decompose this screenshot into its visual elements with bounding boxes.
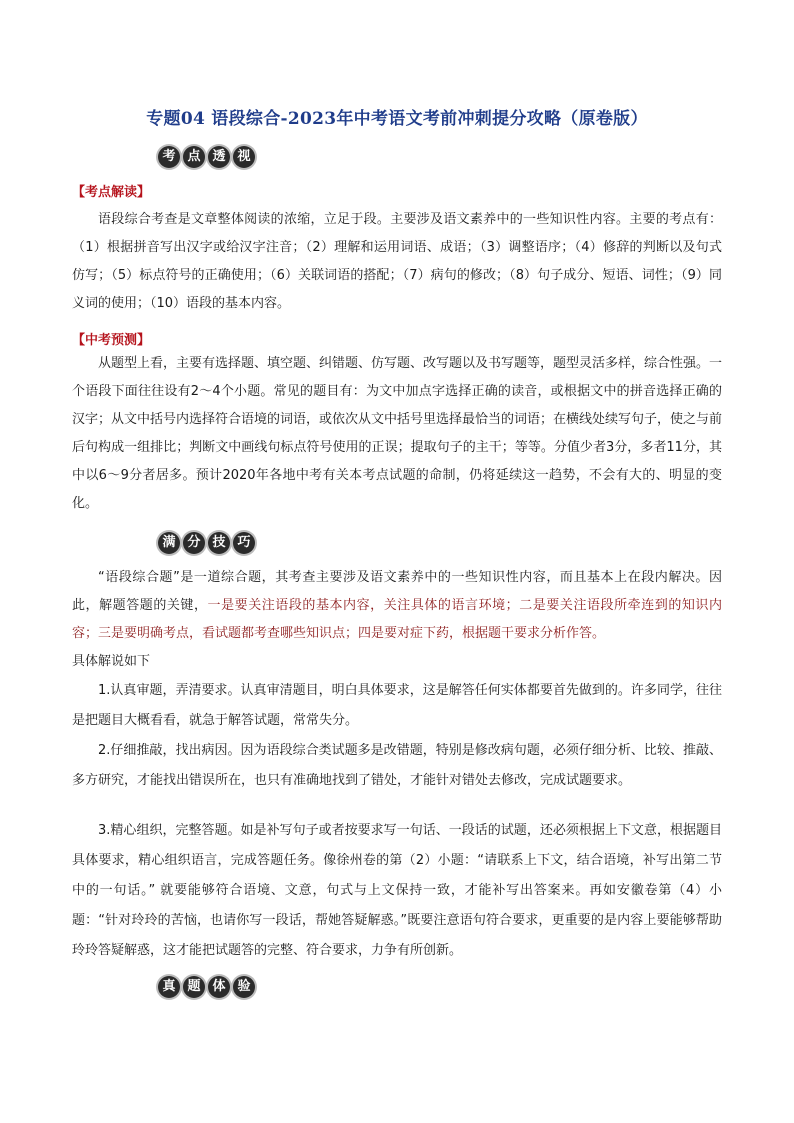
badge-char: 透: [208, 146, 230, 168]
tip-2-paragraph: 2.仔细推敲，找出病因。因为语段综合类试题多是改错题，特别是修改病句题，必须仔细分析、比较、推敲、多方研究，才能找出错误所在，也只有准确地找到了错处，才能针对错处去修改，完成试题要求。: [72, 743, 722, 788]
kaodian-jiedu-paragraph: 语段综合考查是文章整体阅读的浓缩，立足于段。主要涉及语文素养中的一些知识性内容。主要的考点有：（1）根据拼音写出汉字或给汉字注音；（2）理解和运用词语、成语；（3）调整语序；（4）修辞的判断以及句式仿写；（5）标点符号的正确使用；（6）关联词语的搭配；（7）病句的修改；（8）句子成分、短语、词性；（9）同义词的使用；（10）语段的基本内容。: [72, 212, 722, 311]
badge-manfen-jiqiao: [158, 532, 255, 554]
badge-zhenti-tiyan: [158, 976, 255, 998]
badge-char: 考: [158, 146, 180, 168]
section-label-kaodian-jiedu: 【考点解读】: [72, 185, 151, 200]
intro-tail: 具体解说如下: [72, 654, 151, 669]
badge-char: 满: [158, 532, 180, 554]
intro-text: “语段综合题”是一道综合题，其考查主要涉及语文素养中的一些知识性内容，而且基本上在段内解决。因此，解题答题的关键，: [72, 570, 722, 613]
manfen-jiqiao-intro: [72, 564, 722, 648]
badge-char: 题: [183, 976, 205, 998]
badge-char: 体: [208, 976, 230, 998]
zhongkao-yuce-paragraph: 从题型上看，主要有选择题、填空题、纠错题、仿写题、改写题以及书写题等，题型灵活多样，综合性强。一个语段下面往往设有2～4个小题。常见的题目有：为文中加点字选择正确的读音，或根据文中的拼音选择正确的汉字；从文中括号内选择符合语境的词语，或依次从文中括号里选择最恰当的词语；在横线处续写句子，使之与前后句构成一组排比；判断文中画线句标点符号使用的正误；提取句子的主干；等等。分值少者3分，多者11分，其中以6～9分者居多。预计2020年各地中考有关本考点试题的命制，仍将延续这一趋势，不会有大的、明显的变化。: [72, 356, 723, 511]
badge-kaodian-toushi: [158, 146, 255, 168]
tip-1-paragraph: 1.认真审题，弄清要求。认真审清题目，明白具体要求，这是解答任何实体都要首先做到的。许多同学，往往是把题目大概看看，就急于解答试题，常常失分。: [72, 683, 722, 728]
page-title: 专题04 语段综合-2023年中考语文考前冲刺提分攻略（原卷版）: [146, 109, 648, 129]
badge-char: 巧: [233, 532, 255, 554]
badge-char: 视: [233, 146, 255, 168]
badge-char: 点: [183, 146, 205, 168]
badge-char: 分: [183, 532, 205, 554]
section-label-zhongkao-yuce: 【中考预测】: [72, 333, 151, 348]
badge-char: 验: [233, 976, 255, 998]
badge-char: 技: [208, 532, 230, 554]
intro-highlight: 一是要关注语段的基本内容，关注具体的语言环境；二是要关注语段所牵连到的知识内容；三是要明确考点，看试题都考查哪些知识点；四是要对症下药，根据题干要求分析作答。: [72, 598, 722, 641]
tip-3-paragraph: 3.精心组织，完整答题。如是补写句子或者按要求写一句话、一段话的试题，还必须根据上下文意，根据题目具体要求，精心组织语言，完成答题任务。像徐州卷的第（2）小题：“请联系上下文，结合语境，补写出第二节中的一句话。” 就要能够符合语境、文意，句式与上文保持一致，才能补写出答案来。再如安徽卷第（4）小题：“针对玲玲的苦恼，也请你写一段话，帮她答疑解惑。”既要注意语句符合要求，更重要的是内容上要能够帮助玲玲答疑解惑，这才能把试题答的完整、符合要求，力争有所创新。: [72, 823, 722, 958]
badge-char: 真: [158, 976, 180, 998]
